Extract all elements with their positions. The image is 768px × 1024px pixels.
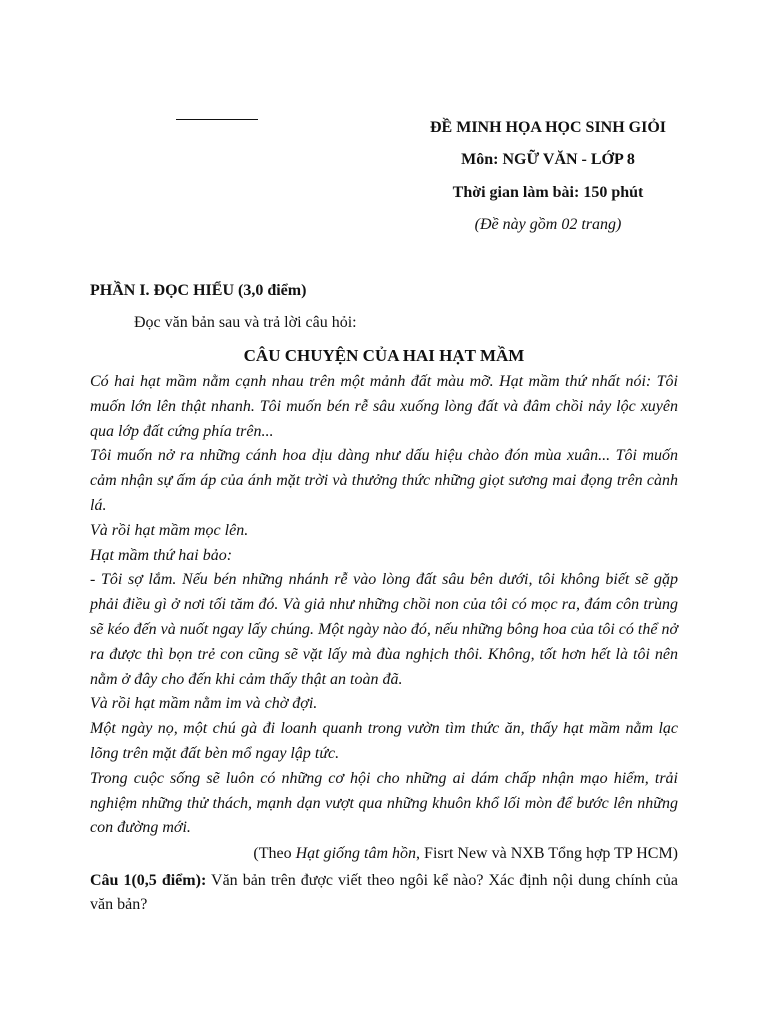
story-paragraph: Có hai hạt mầm nằm cạnh nhau trên một mảnh đất màu mỡ. Hạt mầm thứ nhất nói: Tôi muốn lớn lên thật nhanh. Tôi muốn bén rễ sâu xuống lòng đất và đâm chồi nảy lộc xuyên qua lớp đất cứng phía trên... xyxy=(90,373,678,440)
story-paragraph: Một ngày nọ, một chú gà đi loanh quanh trong vườn tìm thức ăn, thấy hạt mầm nằm lạc lõng trên mặt đất bèn mổ ngay lập tức. xyxy=(90,720,678,762)
section-instruction: Đọc văn bản sau và trả lời câu hỏi: xyxy=(134,314,357,331)
exam-subject: Môn: NGỮ VĂN - LỚP 8 xyxy=(461,151,635,168)
exam-title: ĐỀ MINH HỌA HỌC SINH GIỎI xyxy=(429,119,667,136)
source-book-title: Hạt giống tâm hồn xyxy=(295,845,417,862)
story-title: CÂU CHUYỆN CỦA HAI HẠT MẦM xyxy=(243,346,525,365)
exam-page-note: (Đề này gồm 02 trang) xyxy=(474,216,622,233)
story-paragraph: Và rồi hạt mầm mọc lên. xyxy=(90,521,249,539)
story-paragraph: Trong cuộc sống sẽ luôn có những cơ hội cho những ai dám chấp nhận mạo hiểm, trải nghiệm những thử thách, mạnh dạn vượt qua những khuôn khổ lối mòn để bước lên những con đường mới. xyxy=(90,769,678,837)
story-paragraph: - Tôi sợ lắm. Nếu bén những nhánh rễ vào lòng đất sâu bên dưới, tôi không biết sẽ gặp phải điều gì ở nơi tối tăm đó. Và giả như những chồi non của tôi có mọc ra, đám côn trùng sẽ kéo đến và nuốt ngay lấy chúng. Một ngày nào đó, nếu những bông hoa của tôi có thể nở ra được thì bọn trẻ con cũng sẽ vặt lấy mà đùa nghịch thôi. Không, tốt hơn hết là tôi nên nằm ở đây cho đến khi cảm thấy thật an toàn đã. xyxy=(90,571,678,688)
exam-time: Thời gian làm bài: 150 phút xyxy=(452,184,644,201)
question-1-text: Văn bản trên được viết theo ngôi kể nào? Xác định nội dung chính của văn bản? xyxy=(90,872,679,913)
story-source xyxy=(90,845,678,863)
source-suffix: , Fisrt New và NXB Tổng hợp TP HCM) xyxy=(416,845,678,862)
source-prefix: (Theo xyxy=(253,845,296,862)
story-paragraph: Tôi muốn nở ra những cánh hoa dịu dàng như dấu hiệu chào đón mùa xuân... Tôi muốn cảm nhận sự ấm áp của ánh mặt trời và thưởng thức những giọt sương mai đọng trên cành lá. xyxy=(90,447,678,514)
header-divider-line xyxy=(176,119,258,120)
question-1-label: Câu 1(0,5 điểm): xyxy=(90,872,207,889)
story-paragraph: Và rồi hạt mầm nằm im và chờ đợi. xyxy=(90,695,318,713)
story-paragraph: Hạt mầm thứ hai bảo: xyxy=(90,546,233,564)
section-title: PHẦN I. ĐỌC HIỂU (3,0 điểm) xyxy=(90,282,307,299)
question-1 xyxy=(90,869,678,917)
story-text xyxy=(90,370,678,841)
